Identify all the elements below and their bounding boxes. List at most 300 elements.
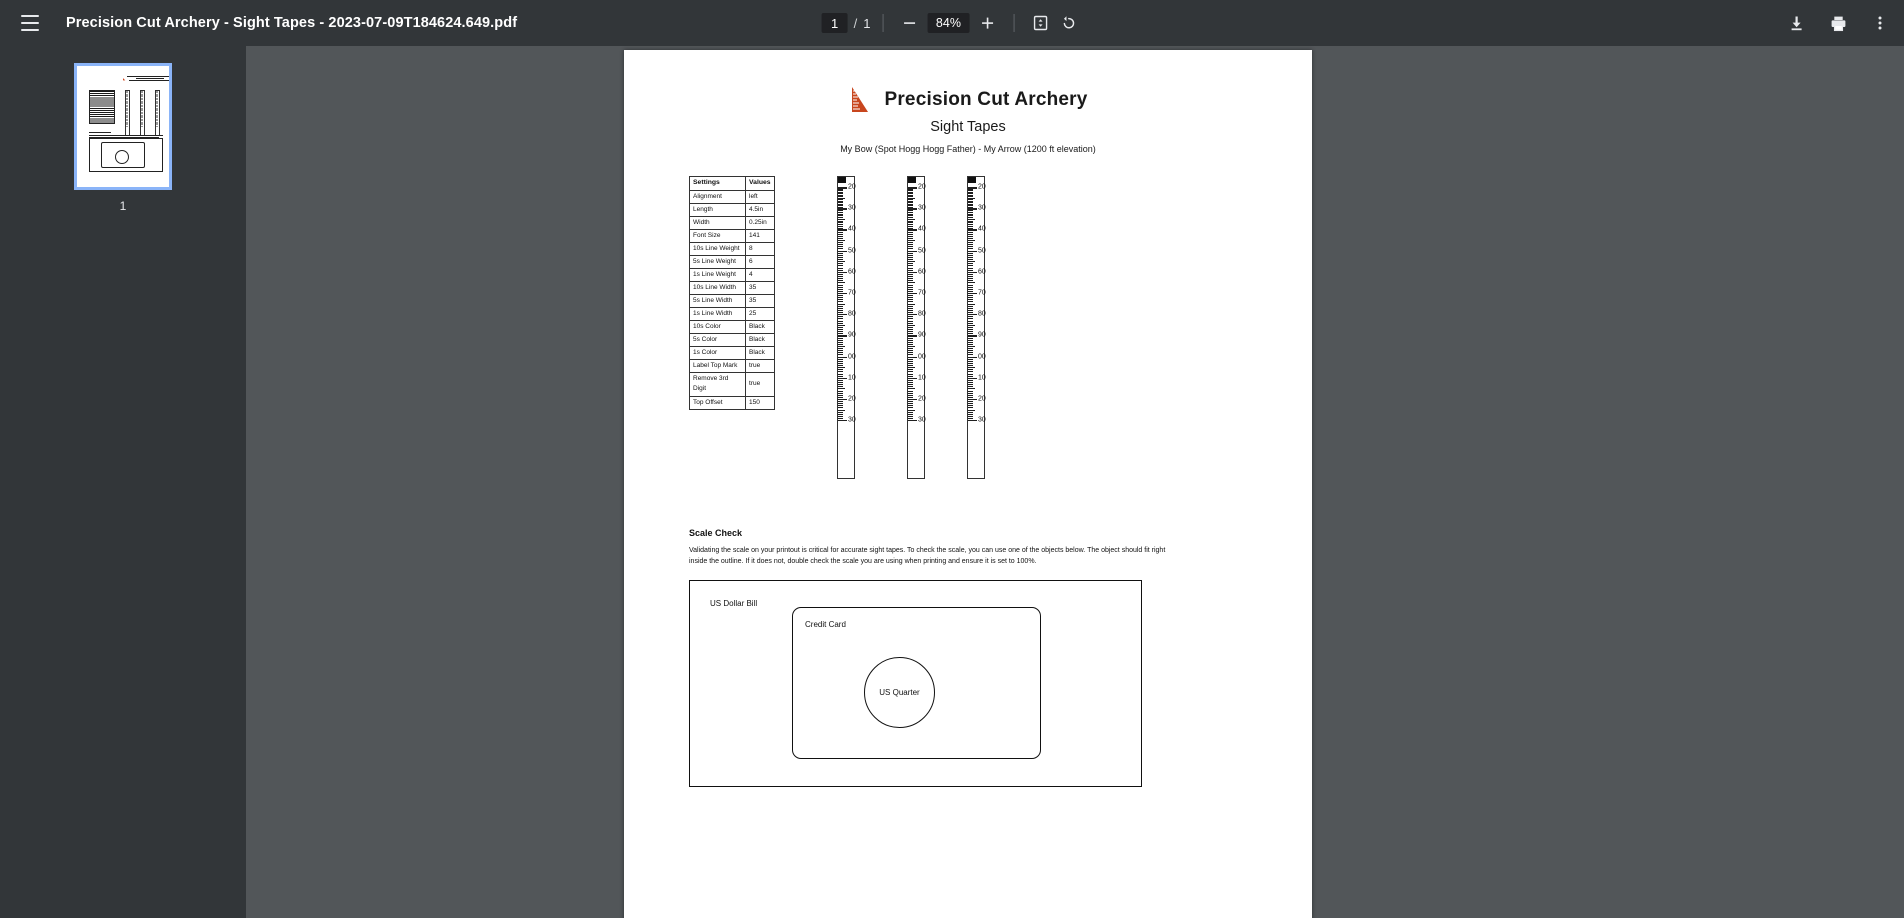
tape-minor-tick [968,376,973,377]
sight-tape [967,176,985,479]
tape-minor-tick [968,255,973,256]
tape-minor-tick [968,329,973,330]
tape-major-tick [908,378,917,379]
tape-minor-tick [838,228,843,229]
settings-header-row [690,177,775,191]
settings-key: 5s Line Weight [690,255,746,268]
document-title: Precision Cut Archery - Sight Tapes - 2023-07-09T184624.649.pdf [66,15,518,31]
tape-minor-tick [908,352,913,353]
tape-major-tick [838,420,847,421]
tape-minor-tick [838,403,843,404]
tape-minor-tick [968,236,973,237]
tape-minor-tick [968,234,973,235]
tape-minor-tick [838,363,843,364]
tape-tick-group [838,177,848,439]
tape-major-label: 40 [848,225,856,233]
tape-minor-tick [908,214,913,215]
tape-minor-tick [908,215,913,216]
settings-key: Label Top Mark [690,360,746,373]
tape-major-label: 80 [978,310,986,318]
tape-minor-tick [838,418,843,419]
tape-major-label: 00 [848,353,856,361]
tape-major-label: 90 [978,331,986,339]
tape-major-tick [968,399,977,400]
tape-major-tick [968,293,977,294]
tape-minor-tick [968,268,973,269]
tape-minor-tick [838,407,843,408]
settings-value: 35 [746,295,775,308]
tape-minor-tick [838,340,843,341]
tape-minor-tick [968,401,973,402]
tape-top-mark-label: 13 [969,176,976,183]
tape-major-tick [908,229,917,230]
tape-major-tick [908,420,917,421]
tape-minor-tick [968,323,973,324]
tape-mid-tick [908,261,915,262]
tape-minor-tick [838,278,843,279]
tape-minor-tick [968,359,973,360]
tape-major-tick [908,272,917,273]
settings-key: 5s Line Width [690,295,746,308]
tape-major-label: 60 [848,268,856,276]
tape-minor-tick [968,259,973,260]
tape-major-tick [968,272,977,273]
tape-minor-tick [908,263,913,264]
settings-key: Width [690,216,746,229]
tape-minor-tick [838,384,843,385]
thumbnail-page-preview[interactable] [74,63,172,190]
tape-minor-tick [968,257,973,258]
tape-major-tick [968,335,977,336]
tape-minor-tick [838,371,843,372]
tape-minor-tick [968,361,973,362]
tape-minor-tick [838,236,843,237]
current-page-input[interactable]: 1 [822,13,848,33]
tape-minor-tick [838,308,843,309]
tape-minor-tick [968,321,973,322]
tape-major-tick [908,314,917,315]
rotate-counterclockwise-icon [1059,14,1077,32]
scale-check-section [689,528,1249,697]
settings-key: 1s Line Weight [690,268,746,281]
tape-minor-tick [968,263,973,264]
settings-value: 4.5in [746,203,775,216]
tape-minor-tick [908,342,913,343]
tape-minor-tick [908,210,913,211]
tape-minor-tick [908,348,913,349]
tape-minor-tick [908,376,913,377]
tape-minor-tick [838,397,843,398]
tape-minor-tick [908,310,913,311]
settings-header-value: Values [746,177,775,191]
tape-major-tick [908,335,917,336]
tape-major-tick [968,251,977,252]
settings-value: 0.25in [746,216,775,229]
tape-mid-tick [908,410,915,411]
tape-minor-tick [908,391,913,392]
tape-minor-tick [968,365,973,366]
tape-minor-tick [908,401,913,402]
tape-minor-tick [968,291,973,292]
tape-minor-tick [968,348,973,349]
tape-minor-tick [968,287,973,288]
tape-major-label: 10 [978,374,986,382]
tape-minor-tick [968,276,973,277]
settings-value: Black [746,321,775,334]
tape-minor-tick [908,371,913,372]
tape-minor-tick [908,369,913,370]
tape-minor-tick [838,405,843,406]
tape-minor-tick [838,212,843,213]
tape-minor-tick [908,312,913,313]
tape-mid-tick [838,388,845,389]
tape-minor-tick [838,217,843,218]
tape-minor-tick [838,393,843,394]
tape-major-tick [908,357,917,358]
tape-minor-tick [838,318,843,319]
more-vertical-icon [1871,14,1889,32]
zoom-in-button[interactable] [973,9,1001,37]
pdf-page-1 [624,50,1312,918]
credit-card-label: Credit Card [805,620,846,629]
tape-minor-tick [968,380,973,381]
tape-minor-tick [908,238,913,239]
tape-minor-tick [968,238,973,239]
tape-minor-tick [908,374,913,375]
tape-minor-tick [968,352,973,353]
tape-minor-tick [838,270,843,271]
tape-major-tick [838,314,847,315]
tape-minor-tick [908,226,913,227]
tape-major-label: 30 [918,204,926,212]
settings-row [690,334,775,347]
settings-row [690,360,775,373]
tape-minor-tick [908,365,913,366]
tape-minor-tick [838,414,843,415]
settings-key: 5s Color [690,334,746,347]
tape-major-tick [838,357,847,358]
tape-minor-tick [968,280,973,281]
settings-value: left [746,190,775,203]
tape-mid-tick [908,346,915,347]
sight-tape [837,176,855,479]
tape-minor-tick [968,374,973,375]
tape-minor-tick [908,253,913,254]
tape-minor-tick [838,210,843,211]
tape-mid-tick [968,261,975,262]
tape-major-label: 60 [978,268,986,276]
tape-major-label: 80 [848,310,856,318]
settings-row [690,203,775,216]
tape-minor-tick [908,321,913,322]
us-quarter-outline [864,657,935,728]
tape-major-tick [838,399,847,400]
tape-major-tick [838,335,847,336]
tape-major-tick [838,272,847,273]
tape-minor-tick [908,329,913,330]
settings-value: true [746,373,775,396]
tape-minor-tick [968,418,973,419]
tape-minor-tick [838,369,843,370]
tape-minor-tick [968,210,973,211]
tape-minor-tick [968,318,973,319]
print-button[interactable] [1824,9,1852,37]
fit-to-page-icon [1031,14,1049,32]
tape-minor-tick [838,380,843,381]
tape-minor-tick [908,295,913,296]
tape-mid-tick [908,388,915,389]
tape-top-mark-label: 13 [839,176,846,183]
tape-minor-tick [968,407,973,408]
tape-minor-tick [908,217,913,218]
tape-minor-tick [908,259,913,260]
tape-minor-tick [838,234,843,235]
tape-minor-tick [908,316,913,317]
tape-minor-tick [968,338,973,339]
tape-minor-tick [968,327,973,328]
tape-major-tick [908,399,917,400]
tape-minor-tick [838,253,843,254]
tape-minor-tick [838,242,843,243]
tape-minor-tick [838,226,843,227]
fit-to-page-button[interactable] [1026,9,1054,37]
tape-minor-tick [908,221,913,222]
tape-major-tick [968,229,977,230]
settings-value: 150 [746,396,775,409]
tape-minor-tick [968,354,973,355]
tape-minor-tick [838,215,843,216]
tape-mid-tick [968,410,975,411]
settings-value: true [746,360,775,373]
tape-minor-tick [838,395,843,396]
thumbnail-title-lines [127,76,172,82]
tape-minor-tick [908,418,913,419]
brand-description: My Bow (Spot Hogg Hogg Father) - My Arrow (1200 ft elevation) [840,144,1096,154]
tape-major-label: 10 [848,374,856,382]
plus-icon [979,15,995,31]
tape-minor-tick [968,212,973,213]
tape-major-tick [908,251,917,252]
tape-minor-tick [838,232,843,233]
tape-minor-tick [838,248,843,249]
tape-minor-tick [968,295,973,296]
thumbnail-sidebar [0,46,246,918]
settings-value: Black [746,334,775,347]
tape-minor-tick [968,217,973,218]
settings-key: Top Offset [690,396,746,409]
thumbnail-sight-tape [125,90,130,136]
thumbnail-page-number: 1 [119,199,127,213]
tape-major-tick [838,251,847,252]
tape-minor-tick [838,244,843,245]
settings-table [689,176,775,410]
toolbar-left-group [0,7,517,39]
tape-minor-tick [968,391,973,392]
tape-mid-tick [838,325,845,326]
tape-minor-tick [838,391,843,392]
zoom-out-button[interactable] [895,9,923,37]
tape-minor-tick [838,301,843,302]
tape-minor-tick [968,306,973,307]
tape-minor-tick [968,214,973,215]
tape-minor-tick [968,350,973,351]
tape-minor-tick [908,407,913,408]
settings-row [690,347,775,360]
tape-minor-tick [838,416,843,417]
tape-major-label: 10 [918,374,926,382]
tape-minor-tick [838,299,843,300]
settings-key: 1s Line Width [690,308,746,321]
tape-minor-tick [968,301,973,302]
tape-minor-tick [908,412,913,413]
settings-row [690,281,775,294]
tape-minor-tick [968,384,973,385]
tape-major-label: 80 [918,310,926,318]
tape-minor-tick [908,270,913,271]
tape-minor-tick [968,232,973,233]
tape-minor-tick [908,236,913,237]
pdf-viewer-canvas[interactable] [246,46,1904,918]
tape-minor-tick [968,265,973,266]
tape-minor-tick [908,257,913,258]
tape-minor-tick [908,246,913,247]
hamburger-menu-icon[interactable] [14,7,46,39]
tape-major-label: 20 [848,395,856,403]
tape-major-label: 90 [918,331,926,339]
tape-major-label: 50 [978,247,986,255]
thumbnail-settings-table [89,90,115,124]
thumbnail-sight-tape [155,90,160,136]
tape-minor-tick [838,316,843,317]
settings-key: 10s Color [690,321,746,334]
tape-mid-tick [968,346,975,347]
settings-key: Alignment [690,190,746,203]
settings-row [690,268,775,281]
us-quarter-label: US Quarter [879,688,920,697]
tape-mid-tick [908,240,915,241]
tape-minor-tick [968,342,973,343]
thumbnail-logo-icon: ◣ [123,77,126,81]
rotate-button[interactable] [1054,9,1082,37]
tape-mid-tick [968,240,975,241]
tape-minor-tick [908,274,913,275]
tape-minor-tick [838,312,843,313]
tape-minor-tick [908,350,913,351]
tape-mid-tick [968,367,975,368]
tape-minor-tick [968,382,973,383]
page-navigation [822,13,871,33]
settings-row [690,308,775,321]
tape-minor-tick [838,329,843,330]
document-header [624,50,1312,154]
tape-major-tick [838,378,847,379]
tape-minor-tick [908,280,913,281]
download-button[interactable] [1782,9,1810,37]
tape-minor-tick [838,295,843,296]
tape-minor-tick [908,327,913,328]
tape-minor-tick [838,327,843,328]
brand-subtitle: Sight Tapes [930,119,1006,135]
us-dollar-bill-label: US Dollar Bill [710,599,758,608]
tape-minor-tick [908,289,913,290]
tape-major-label: 70 [918,289,926,297]
tape-major-label: 30 [918,416,926,424]
tape-major-label: 90 [848,331,856,339]
tape-minor-tick [968,414,973,415]
tape-minor-tick [838,259,843,260]
tape-minor-tick [838,323,843,324]
tape-minor-tick [838,361,843,362]
tape-mid-tick [838,367,845,368]
tape-minor-tick [968,270,973,271]
tape-minor-tick [908,395,913,396]
tape-minor-tick [968,369,973,370]
tape-mid-tick [968,325,975,326]
tape-minor-tick [968,403,973,404]
tape-major-label: 30 [848,416,856,424]
scale-check-title: Scale Check [689,528,743,538]
thumbnail-sight-tape [140,90,145,136]
settings-row [690,229,775,242]
tape-mid-tick [908,282,915,283]
total-page-count: 1 [863,15,871,31]
tape-minor-tick [908,255,913,256]
tape-minor-tick [968,395,973,396]
tape-minor-tick [838,344,843,345]
credit-card-outline [792,607,1041,759]
tape-minor-tick [838,287,843,288]
tape-major-label: 00 [918,353,926,361]
tape-minor-tick [908,278,913,279]
tape-minor-tick [908,323,913,324]
tape-minor-tick [908,414,913,415]
tape-major-tick [968,378,977,379]
tape-minor-tick [838,348,843,349]
tape-minor-tick [838,297,843,298]
tape-minor-tick [968,289,973,290]
tape-minor-tick [908,306,913,307]
tape-minor-tick [968,274,973,275]
tape-minor-tick [968,416,973,417]
tape-minor-tick [908,248,913,249]
tape-major-label: 20 [918,395,926,403]
zoom-level-input[interactable]: 84% [927,13,969,33]
settings-row [690,295,775,308]
archery-ruler-logo-icon [848,86,874,114]
tape-minor-tick [838,268,843,269]
settings-key: 1s Color [690,347,746,360]
settings-row [690,190,775,203]
tape-minor-tick [838,401,843,402]
tape-minor-tick [968,316,973,317]
thumbnail-item[interactable] [74,63,172,213]
tape-mid-tick [838,240,845,241]
hamburger-bar [21,29,39,31]
tape-minor-tick [838,412,843,413]
tape-minor-tick [968,215,973,216]
tape-minor-tick [908,405,913,406]
more-options-button[interactable] [1866,9,1894,37]
tape-major-label: 50 [918,247,926,255]
tape-major-label: 50 [848,247,856,255]
download-icon [1787,14,1806,33]
tape-minor-tick [968,246,973,247]
tape-mid-tick [838,261,845,262]
tape-minor-tick [838,338,843,339]
tape-minor-tick [968,248,973,249]
tape-minor-tick [908,380,913,381]
tape-major-tick [968,314,977,315]
